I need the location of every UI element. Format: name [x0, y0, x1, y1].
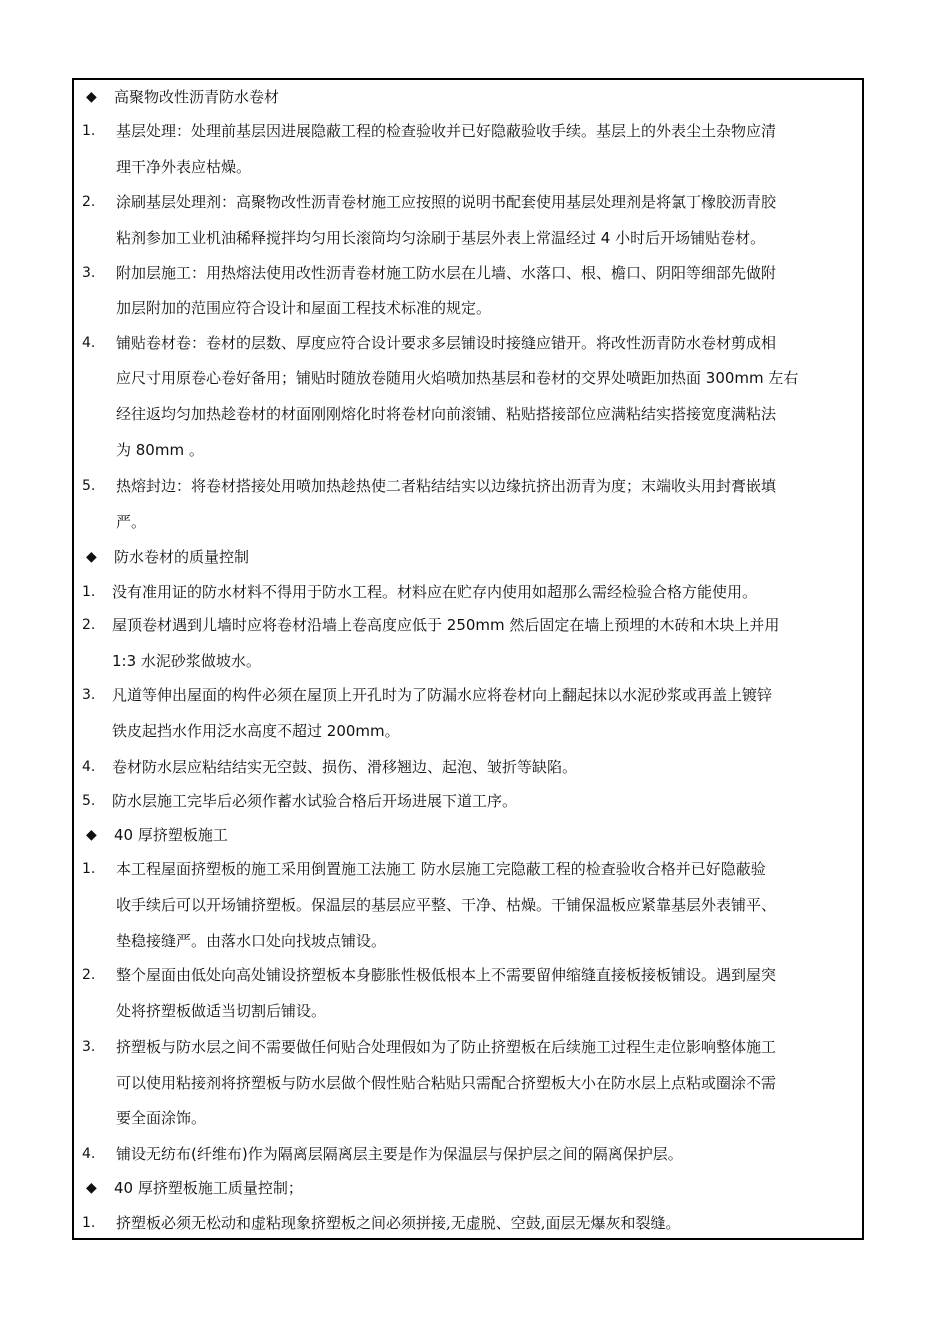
list-line	[74, 684, 862, 706]
line-text: 铺贴卷材卷：卷材的层数、厚度应符合设计要求多层铺设时接缝应错开。将改性沥青防水卷材剪成相	[116, 334, 777, 352]
list-number: 1.	[82, 861, 96, 877]
line-text: 要全面涂饰。	[116, 1109, 207, 1127]
line-text: 挤塑板必须无松动和虚粘现象挤塑板之间必须拼接,无虚脱、空鼓,面层无爆灰和裂缝。	[116, 1214, 681, 1232]
diamond-bullet-icon: ◆	[86, 1180, 97, 1196]
list-line	[74, 475, 862, 497]
section-heading	[74, 86, 862, 108]
list-line	[74, 790, 862, 812]
line-text: 1:3 水泥砂浆做坡水。	[112, 652, 261, 670]
list-number: 1.	[82, 584, 96, 600]
line-text: 铺设无纺布(纤维布)作为隔离层隔离层主要是作为保温层与保护层之间的隔离保护层。	[116, 1145, 683, 1163]
list-line	[74, 227, 862, 249]
list-line	[74, 120, 862, 142]
list-line	[74, 191, 862, 213]
list-line	[74, 332, 862, 354]
list-line	[74, 930, 862, 952]
list-line	[74, 756, 862, 778]
list-line	[74, 1107, 862, 1129]
line-text: 收手续后可以开场铺挤塑板。保温层的基层应平整、干净、枯燥。干铺保温板应紧靠基层外表铺平、	[116, 896, 777, 914]
list-line	[74, 964, 862, 986]
document-frame	[72, 78, 864, 1240]
list-line	[74, 1212, 862, 1234]
list-number: 5.	[82, 478, 96, 494]
section-heading	[74, 824, 862, 846]
line-text: 应尺寸用原卷心卷好备用；铺贴时随放卷随用火焰喷加热基层和卷材的交界处喷距加热面 300mm 左右	[116, 369, 799, 387]
list-line	[74, 511, 862, 533]
line-text: 处将挤塑板做适当切割后铺设。	[116, 1002, 327, 1020]
list-number: 2.	[82, 967, 96, 983]
list-line	[74, 367, 862, 389]
line-text: 粘剂参加工业机油稀释搅拌均匀用长滚筒均匀涂刷于基层外表上常温经过 4 小时后开场铺贴卷材。	[116, 229, 766, 247]
line-text: 凡道等伸出屋面的构件必须在屋顶上开孔时为了防漏水应将卷材向上翻起抹以水泥砂浆或再盖上镀锌	[112, 686, 773, 704]
line-text: 垫稳接缝严。由落水口处向找坡点铺设。	[116, 932, 387, 950]
section-heading	[74, 546, 862, 568]
line-text: 40 厚挤塑板施工	[114, 826, 228, 844]
list-number: 5.	[82, 793, 96, 809]
line-text: 可以使用粘接剂将挤塑板与防水层做个假性贴合粘贴只需配合挤塑板大小在防水层上点粘或圈涂不需	[116, 1074, 777, 1092]
line-text: 理干净外表应枯燥。	[116, 158, 252, 176]
line-text: 涂刷基层处理剂：高聚物改性沥青卷材施工应按照的说明书配套使用基层处理剂是将氯丁橡胶沥青胶	[116, 193, 777, 211]
line-text: 本工程屋面挤塑板的施工采用倒置施工法施工 防水层施工完隐蔽工程的检查验收合格并已好隐蔽验	[116, 860, 766, 878]
diamond-bullet-icon: ◆	[86, 827, 97, 843]
list-line	[74, 720, 862, 742]
list-number: 2.	[82, 194, 96, 210]
list-line	[74, 1143, 862, 1165]
line-text: 铁皮起挡水作用泛水高度不超过 200mm。	[112, 722, 400, 740]
diamond-bullet-icon: ◆	[86, 89, 97, 105]
list-number: 4.	[82, 759, 96, 775]
line-text: 整个屋面由低处向高处铺设挤塑板本身膨胀性极低根本上不需要留伸缩缝直接板接板铺设。遇到屋突	[116, 966, 777, 984]
list-line	[74, 262, 862, 284]
list-line	[74, 614, 862, 636]
list-number: 4.	[82, 1146, 96, 1162]
list-number: 3.	[82, 687, 96, 703]
list-number: 1.	[82, 1215, 96, 1231]
list-number: 2.	[82, 617, 96, 633]
list-line	[74, 403, 862, 425]
line-text: 防水层施工完毕后必须作蓄水试验合格后开场进展下道工序。	[112, 792, 518, 810]
line-text: 防水卷材的质量控制	[114, 548, 250, 566]
line-text: 基层处理：处理前基层因进展隐蔽工程的检查验收并已好隐蔽验收手续。基层上的外表尘土杂物应清	[116, 122, 777, 140]
line-text: 严。	[116, 513, 147, 531]
list-line	[74, 581, 862, 603]
list-line	[74, 858, 862, 880]
line-text: 高聚物改性沥青防水卷材	[114, 88, 280, 106]
section-heading	[74, 1177, 862, 1199]
line-text: 为 80mm 。	[116, 441, 204, 459]
line-text: 屋顶卷材遇到儿墙时应将卷材沿墙上卷高度应低于 250mm 然后固定在墙上预埋的木砖和木块上并用	[112, 616, 780, 634]
line-text: 没有准用证的防水材料不得用于防水工程。材料应在贮存内使用如超那么需经检验合格方能使用。	[112, 583, 758, 601]
list-number: 4.	[82, 335, 96, 351]
line-text: 热熔封边：将卷材搭接处用喷加热趁热使二者粘结结实以边缘抗挤出沥青为度；末端收头用封膏嵌填	[116, 477, 777, 495]
line-text: 40 厚挤塑板施工质量控制；	[114, 1179, 303, 1197]
list-line	[74, 650, 862, 672]
line-text: 附加层施工：用热熔法使用改性沥青卷材施工防水层在儿墙、水落口、根、檐口、阴阳等细部先做附	[116, 264, 777, 282]
list-line	[74, 439, 862, 461]
line-text: 卷材防水层应粘结结实无空鼓、损伤、滑移翘边、起泡、皱折等缺陷。	[112, 758, 578, 776]
list-number: 1.	[82, 123, 96, 139]
list-line	[74, 297, 862, 319]
list-line	[74, 156, 862, 178]
line-text: 挤塑板与防水层之间不需要做任何贴合处理假如为了防止挤塑板在后续施工过程生走位影响整体施工	[116, 1038, 777, 1056]
list-line	[74, 1000, 862, 1022]
line-text: 经往返均匀加热趁卷材的材面刚刚熔化时将卷材向前滚铺、粘贴搭接部位应满粘结实搭接宽度满粘法	[116, 405, 777, 423]
list-line	[74, 1036, 862, 1058]
list-number: 3.	[82, 1039, 96, 1055]
diamond-bullet-icon: ◆	[86, 549, 97, 565]
list-line	[74, 894, 862, 916]
list-line	[74, 1072, 862, 1094]
line-text: 加层附加的范围应符合设计和屋面工程技术标准的规定。	[116, 299, 492, 317]
list-number: 3.	[82, 265, 96, 281]
